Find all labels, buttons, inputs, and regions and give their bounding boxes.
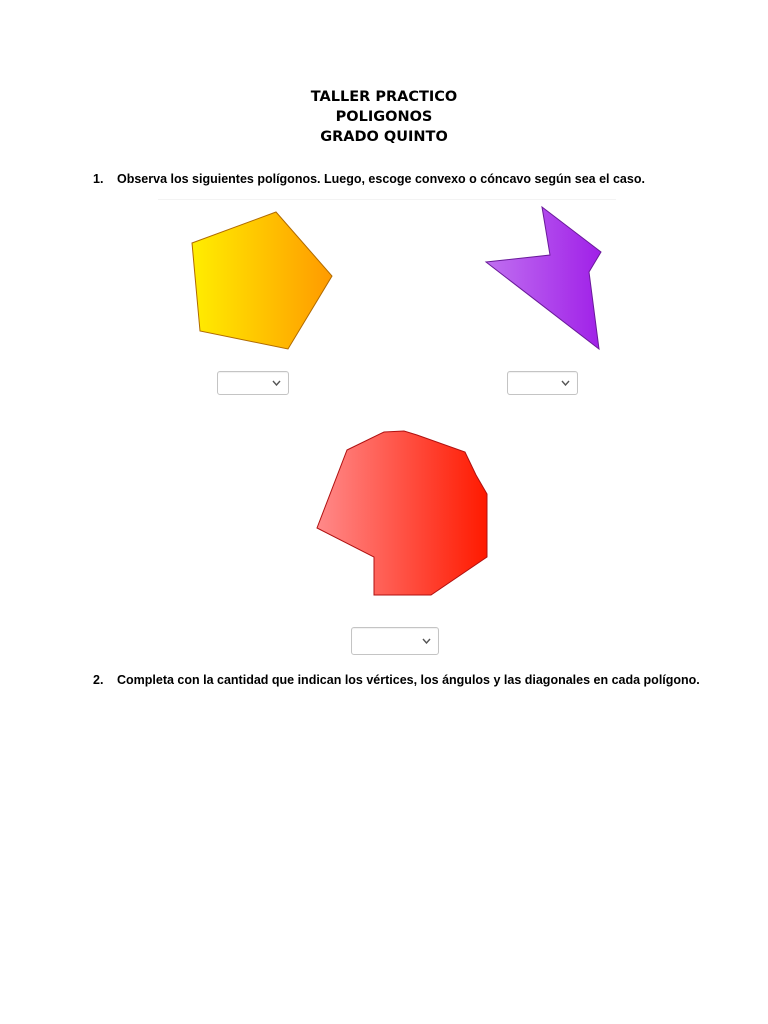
pentagon-answer-select[interactable] [217,371,289,395]
question-2-number: 2. [93,673,104,687]
heptagon-polygon [317,431,487,595]
pentagon-shape [185,205,340,355]
chevron-down-icon [561,380,570,386]
title-line-2: POLIGONOS [335,109,433,125]
heptagon-shape [312,425,492,600]
title-line-3: GRADO QUINTO [320,129,448,145]
concave-polygon-answer-select[interactable] [507,371,578,395]
chevron-down-icon [422,638,431,644]
title-line-1: TALLER PRACTICO [310,89,458,105]
question-1 [93,171,645,187]
document-title [0,87,768,147]
question-1-text: Observa los siguientes polígonos. Luego, escoge convexo o cóncavo según sea el caso. [117,172,645,186]
chevron-down-icon [272,380,281,386]
heptagon-answer-select[interactable] [351,627,439,655]
concave-polygon-polygon [486,207,601,349]
concave-polygon-shape [480,200,608,355]
pentagon-polygon [192,212,332,349]
question-1-number: 1. [93,172,104,186]
question-2-text: Completa con la cantidad que indican los vértices, los ángulos y las diagonales en cada polígono. [117,673,700,687]
question-2 [93,672,700,688]
